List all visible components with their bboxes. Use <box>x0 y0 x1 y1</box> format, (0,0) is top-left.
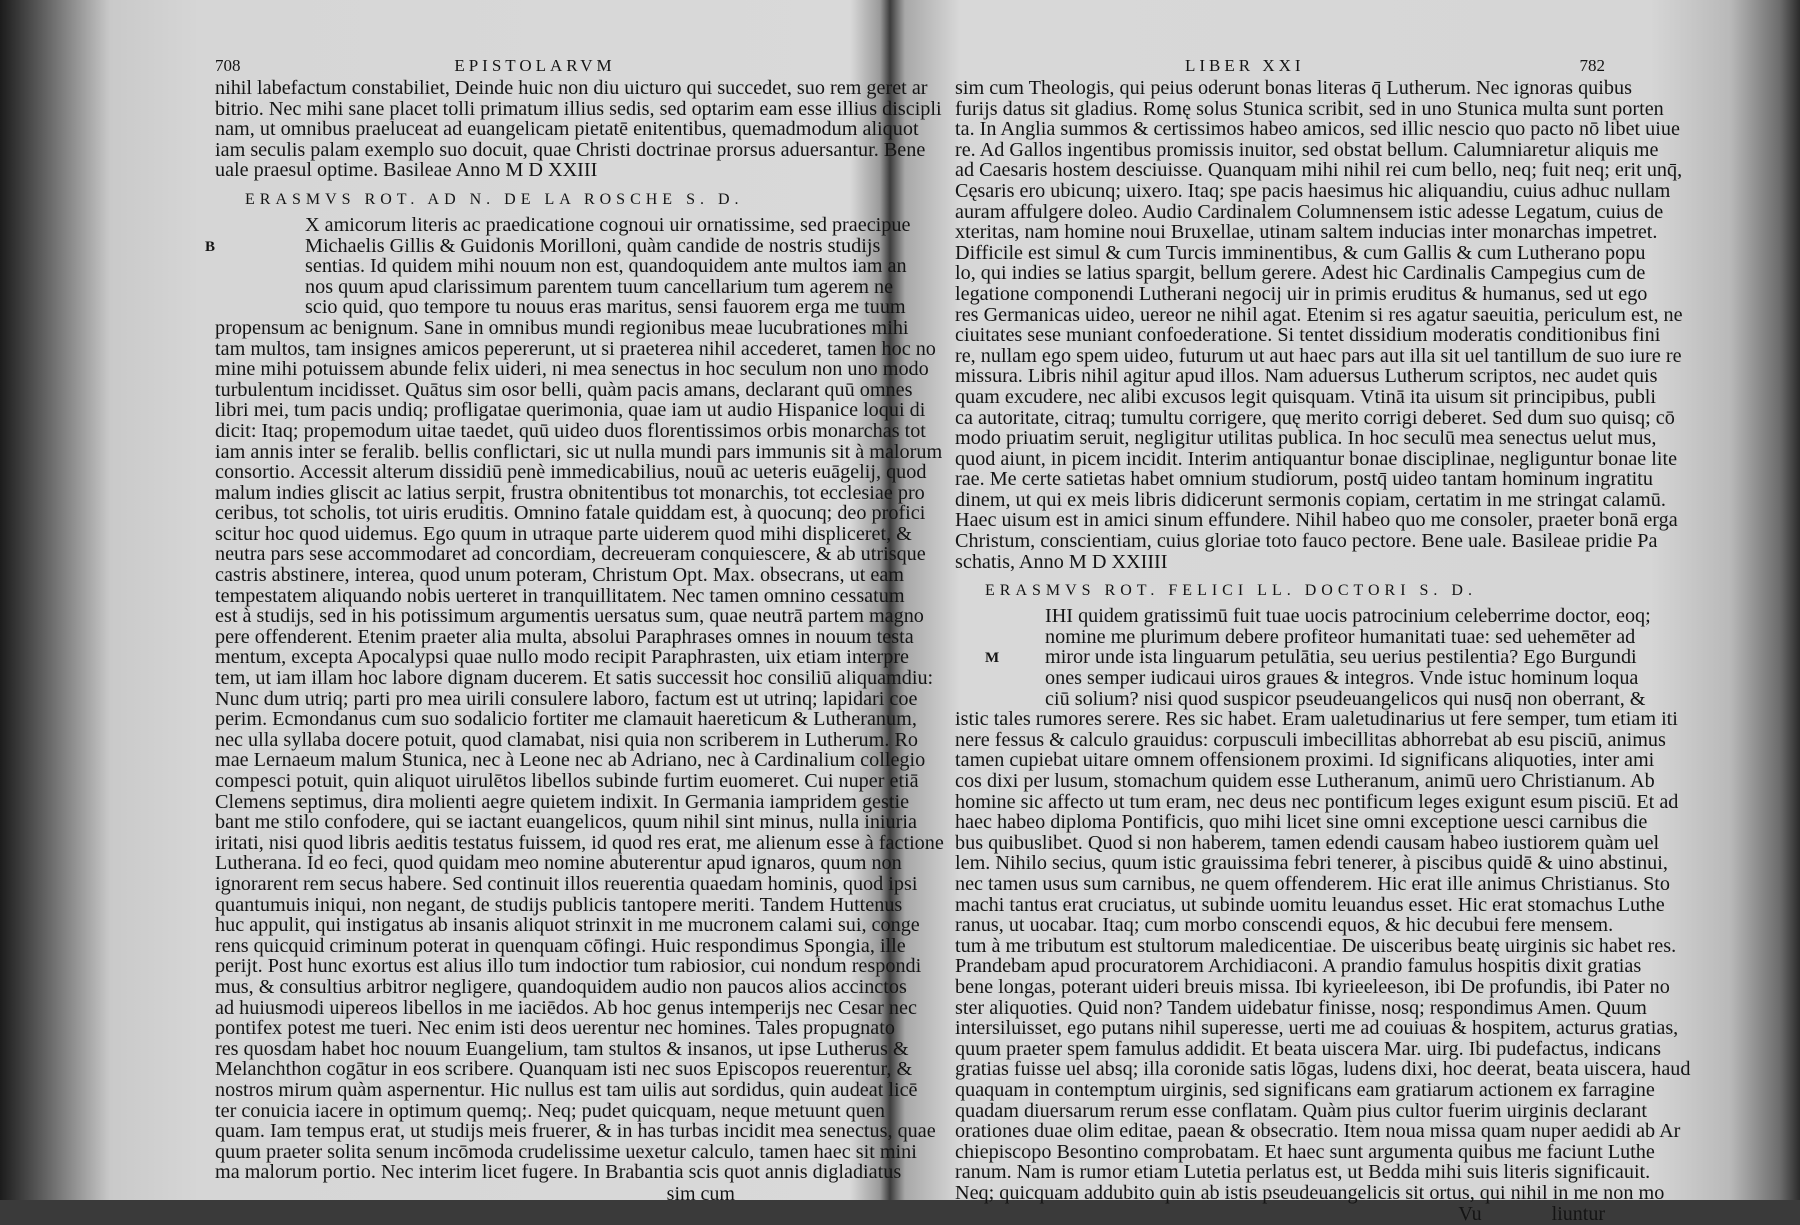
text-line: bitrio. Nec mihi sane placet tolli primatum illius sedis, sed optarim eam esse illius discipli <box>215 97 942 120</box>
text-line: tempestatem aliquando nobis uerteret in tranquillitatem. Nec tamen omnino cessatum <box>215 584 905 607</box>
right-catchword-right: liuntur <box>1551 1203 1605 1225</box>
text-line: nec tamen usus sum carnibus, ne quem offenderem. Hic erat ille animus Christianus. Sto <box>955 872 1670 895</box>
text-line: turbulentum incidisset. Quātus sim osor belli, quàm pacis amans, declarant quū omnes <box>215 378 913 401</box>
text-line: Clemens septimus, dira molienti aegre quietem indixit. In Germania iampridem gestie <box>215 790 910 813</box>
text-line: nam, ut omnibus praeluceat ad euangelicam pietatē enitentibus, quemadmodum aliquot <box>215 118 919 141</box>
text-line: nec ulla syllaba docere potuit, quod clamabat, nisi quia non scriberem in Lutherum. Ro <box>215 728 919 751</box>
text-line: compesci potuit, quin aliquot uirulētos libellos subinde furtim euomeret. Cui nuper etiā <box>215 770 919 792</box>
text-line: ad Caesaris hostem desciuisse. Quanquam mihi nihil rei cum bello, neq; fuit neq; erit unq̄, <box>955 159 1683 182</box>
text-line: dicit: Itaq; propemodum uitae taedet, quū uideo duos florentissimos orbis monarchas tot <box>215 419 926 442</box>
text-line: rae. Me certe satietas habet omnium studiorum, postq̄ uideo tantam hominum ingratitu <box>955 468 1653 491</box>
text-line: res Germanicas uideo, uereor ne nihil agat. Etenim si res agatur saeuitia, periculum est, ne <box>955 303 1683 326</box>
text-line: schatis, Anno M D XXIIII <box>955 550 1168 573</box>
right-text-top <box>955 77 1683 573</box>
text-line: quam. Iam tempus erat, ut studijs meis fruerer, & in has turbas incidit mea senectus, quae <box>215 1120 936 1143</box>
text-line: est à studijs, sed in his potissimum argumentis uersatus sum, quae neutrā partem magno <box>215 605 924 628</box>
text-line: quod aiunt, in picem incidit. Interim antiquantur bonae disciplinae, negliguntur bonae lite <box>955 447 1678 470</box>
text-line: miror unde ista linguarum petulātia, seu uerius pestilentia? Ego Burgundi <box>1045 646 1637 669</box>
text-line: re, nullam ego spem uideo, futurum ut aut haec pars aut illa sit uel tantillum de suo iure re <box>955 344 1682 367</box>
text-line: ca autoritate, citraq; tumultu corrigere, quę merito corrigi deberet. Sed dum suo quisq; cō <box>955 406 1675 429</box>
left-page <box>205 50 944 1205</box>
text-line: ta. In Anglia summos & certissimos habeo amicos, sed illic nescio quo pacto nō libet uiue <box>955 118 1680 141</box>
text-line: nere fessus & calculo grauidus: corpusculi imbecillitas abhorrebat ab esu pisciū, animus <box>955 728 1666 751</box>
text-line: xteritas, nam homine noui Bruxellae, utinam saltem inducias inter monarchas impetret. <box>955 221 1658 244</box>
text-line: iam annis inter se feralib. bellis conflictari, sic ut nulla mundi pars immunis sit à malorum <box>215 440 943 463</box>
text-line: intersiluisset, ego putans nihil superesse, uerti me ad couiuas & hospitem, acturus gratias, <box>955 1017 1679 1040</box>
right-catchwords <box>955 1203 1605 1225</box>
text-line: machi tantus erat cruciatus, ut subinde uomitu leuandus esset. Hic erat stomachus Luthe <box>955 893 1665 916</box>
text-line: lo, qui indies se latius spargit, bellum gerere. Adest hic Cardinalis Campegius cum de <box>955 262 1646 285</box>
right-running-head <box>955 50 1605 78</box>
text-line: Cęsaris ero ubicunq; uixero. Itaq; spe pacis haesimus hic aliquandiu, cuius adhuc nullam <box>955 179 1671 202</box>
text-line: Haec uisum est in amici sinum effundere. Nihil habeo quo me consoler, praeter bonā erga <box>955 509 1678 532</box>
text-line: mentum, excepta Apocalypsi quae nullo modo recipit Paraphrasten, uix etiam interpre <box>215 646 910 669</box>
text-line: ma malorum portio. Nec interim licet fugere. In Brabantia scis quot annis digladiatus <box>215 1161 902 1184</box>
text-line: tem, ut iam illam hoc labore dignam ducerem. Et satis successit hoc consiliū aliquamdiu: <box>215 667 934 690</box>
text-line: nomine me plurimum debere profiteor humanitati tuae: sed uehemēter ad <box>1045 625 1636 648</box>
right-marginal-note: M <box>985 650 1000 667</box>
text-line: Melanchthon cogātur in eos scribere. Quanquam isti nec suos Episcopos reuerentur, & <box>215 1058 913 1081</box>
text-line: cos dixi per lusum, stomachum quidem esse Lutheranum, animū uero Christianum. Ab <box>955 770 1655 792</box>
text-line: X amicorum literis ac praedicatione cognoui uir ornatissime, sed praecipue <box>305 213 911 236</box>
text-line: ter conuicia iacere in optimum quemq;. Neq; pudet quicquam, neque metuunt quen <box>215 1099 885 1122</box>
text-line: lem. Nihilo secius, quum istic grauissima febri tenerer, à piscibus quidē & uino abstinui, <box>955 852 1668 875</box>
text-line: orationes duae olim editae, paean & obsecratio. Item noua missa quam nuper aedidi ab Ar <box>955 1120 1681 1143</box>
text-line: istic tales rumores serere. Res sic habet. Eram ualetudinarius ut fere semper, tum etiam iti <box>955 708 1678 731</box>
text-line: quum praeter solita senum incōmoda crudelissime uexetur calculo, tamen haec sit mini <box>215 1140 917 1163</box>
text-line: quadam diuersarum rerum esse conflatam. Quàm pius cultor fuerim uirginis declarant <box>955 1099 1647 1122</box>
text-line: Neq; quicquam addubito quin ab istis pseudeuangelicis sit ortus, qui nihil in me non mo <box>955 1181 1665 1204</box>
text-line: mus, & consultius arbitror negligere, quandoquidem audio non paucos alios accinctos <box>215 975 907 998</box>
text-line: perijt. Post hunc exortus est alius illo tum indoctior tum rabiosior, cui nondum respondi <box>215 955 922 978</box>
right-page <box>955 50 1691 1225</box>
text-line: quam excudere, nec alibi excusos legit quisquam. Vtinā ita uisum sit principibus, publi <box>955 385 1657 408</box>
text-line: perim. Ecmondanus cum suo sodalicio fortiter me clamauit haereticum & Lutheranum, <box>215 708 917 731</box>
text-line: dinem, ut qui ex meis libris didicerunt sermonis copiam, certatim in me stringat calamū. <box>955 488 1666 511</box>
right-text-indented <box>955 605 1651 710</box>
left-page-number: 708 <box>215 56 241 75</box>
text-line: nostros mirum quàm aspernentur. Hic nullus est tam uilis aut sordidus, quin audeat licē <box>215 1078 918 1101</box>
left-letter-heading: ERASMVS ROT. AD N. DE LA ROSCHE S. D. <box>245 190 744 208</box>
left-text-top <box>215 77 942 182</box>
text-line: ceribus, tot scholis, tot uiris eruditis. Omnino fatale quiddam est, à quocunq; deo profici <box>215 502 926 525</box>
text-line: sim cum Theologis, qui peius oderunt bonas literas q̄ Lutherum. Nec ignoras quibus <box>955 77 1632 99</box>
text-line: ones semper iudicaui uiros graues & integros. Vnde istuc hominum loqua <box>1045 667 1639 690</box>
left-catchword: sim cum <box>666 1182 735 1205</box>
text-line: bant me stilo confodere, qui se iactant euangelicos, quum nihil sint minus, nulla iniuria <box>215 811 917 834</box>
text-line: castris abstinere, interea, quod unum poteram, Christum Opt. Max. obsecrans, ut eam <box>215 564 905 587</box>
text-line: huc appulit, qui instigatus ab insanis aliquot strinxit in me mucronem calami sui, conge <box>215 914 920 937</box>
text-line: gratias fuisse uel absq; illa coronide satis lōgas, ludens dixi, hoc deerat, beata uiscera, haud <box>955 1058 1691 1081</box>
text-line: uale praesul optime. Basileae Anno M D XXIII <box>215 159 598 182</box>
text-line: quaquam in contemptum uirginis, sed significans eam gratiarum actionem ex farragine <box>955 1078 1655 1101</box>
text-line: modo priuatim seruit, negligitur utilitas publica. In hoc seculū mea senectus uelut mus, <box>955 427 1657 450</box>
text-line: Christum, conscientiam, cuius gloriae toto fauco pectore. Bene uale. Basileae pridie Pa <box>955 530 1658 553</box>
right-letter-heading: ERASMVS ROT. FELICI LL. DOCTORI S. D. <box>985 582 1477 600</box>
text-line: malum indies gliscit ac latius serpit, frustra obnitentibus tot monarchis, tot ecclesiae pro <box>215 481 925 504</box>
left-marginal-note: B <box>205 238 216 255</box>
text-line: pere offenderent. Etenim praeter alia multa, absolui Paraphrases omnes in nouum testa <box>215 625 914 648</box>
text-line: tam multos, tam insignes amicos pepererunt, ut si praeterea nihil accederet, tamen hoc no <box>215 337 936 360</box>
text-line: Nunc dum utriq; parti pro mea uirili consulere laboro, factum est ut utrinq; lapidari coe <box>215 687 918 710</box>
text-line: mae Lernaeum malum Stunica, nec à Leone nec ab Adriano, nec à Cardinalium collegio <box>215 749 926 772</box>
right-opening-block <box>955 605 1651 710</box>
text-line: chiepiscopo Besontino comprobatam. Et haec sunt argumenta quibus me faciunt Luthe <box>955 1140 1655 1163</box>
right-page-number: 782 <box>1579 56 1605 75</box>
text-line: scio quid, quo tempore tu nouus eras maritus, sensi fauorem erga me tuum <box>305 296 906 319</box>
text-line: legatione componendi Lutherani negocij uir in primis eruditus & humanus, sed ut ego <box>955 282 1648 305</box>
text-line: neutra pars sese accommodaret ad concordiam, decreueram conquiescere, & ab utrisque <box>215 543 926 566</box>
text-line: ranus, ut uocabar. Itaq; cum morbo conscendi equos, & hic decubui fere mensem. <box>955 914 1614 937</box>
text-line: ad huiusmodi uipereos libellos in me iaciēdos. Ab hoc genus intemperijs nec Cesar nec <box>215 996 917 1019</box>
left-running-head <box>215 50 855 78</box>
right-running-title: LIBER XXI <box>1185 56 1305 75</box>
text-line: quantumuis iniqui, non negant, de studijs publicis tantopere meriti. Tandem Huttenus <box>215 893 903 916</box>
left-text-indented <box>215 213 911 319</box>
left-running-title: EPISTOLARVM <box>454 56 616 75</box>
text-line: auram affulgere doleo. Audio Cardinalem Columnensem istic adesse Legatum, cuius de <box>955 200 1664 223</box>
text-line: re. Ad Gallos ingentibus promissis inuitor, sed obstat bellum. Calumniaretur aliquis me <box>955 138 1659 161</box>
text-line: bus quibuslibet. Quod si non haberem, tamen edendi causam habeo iustiorem quàm uel <box>955 831 1660 854</box>
right-text-body <box>955 708 1691 1204</box>
text-line: Difficile est simul & cum Turcis imminentibus, & cum Gallis & cum Lutherano popu <box>955 241 1646 264</box>
text-line: bene longas, poterant uideri breuis missa. Ibi kyrieeleeson, ibi De profundis, ibi Pater no <box>955 975 1670 998</box>
text-line: pontifex potest me tueri. Nec enim isti deos uerentur nec homines. Tales propugnato <box>215 1017 895 1040</box>
text-line: Michaelis Gillis & Guidonis Morilloni, quàm candide de nostris studijs <box>305 234 881 257</box>
text-line: missura. Libris nihil agitur apud illos. Nam aduersus Lutherum scriptos, nec audet quis <box>955 365 1658 388</box>
text-line: ciū solium? nisi quod suspicor pseudeuangelicos qui nusq̄ non oberrant, & <box>1045 687 1646 710</box>
text-line: scitur hoc quod uidemus. Ego quum in utraque parte uiderem quod mihi displiceret, & <box>215 522 912 545</box>
text-line: IHI quidem gratissimū fuit tuae uocis patrocinium celeberrime doctor, eoq; <box>1045 605 1651 628</box>
left-text-body <box>215 316 944 1184</box>
text-line: ciuitates sese muniant confoederatione. Si tentet dissidium moderatis conditionibus fini <box>955 324 1661 347</box>
text-line: homine sic affecto ut tum eram, nec deus nec pontificum leges exigunt esum pisciū. Et ad <box>955 790 1679 813</box>
text-line: iritati, nisi quod libris aeditis testatus fuissem, id quod res erat, me alienum esse à factione <box>215 831 944 854</box>
text-line: nos quum apud clarissimum parentem tuum cancellarium tum agerem ne <box>305 275 894 298</box>
text-line: mine mihi potuissem abunde felix uideri, ni mea senectus in hoc seculum non uno modo <box>215 358 929 381</box>
text-line: tamen cupiebat uitare omnem offensionem proximi. Id significans aliquoties, inter ami <box>955 749 1655 772</box>
text-line: furijs datus sit gladius. Romę solus Stunica scribit, sed in uno Stunica multa sunt porten <box>955 97 1664 120</box>
text-line: tum à me tributum est stultorum maledicentiae. De uisceribus beatę uirginis sic habet res. <box>955 934 1677 957</box>
text-line: Prandebam apud procuratorem Archidiaconi. A prandio famulus hospitis dixit gratias <box>955 955 1642 978</box>
text-line: quum praeter spem famulus addidit. Et beata uiscera Mar. uirg. Ibi pudefactus, indicans <box>955 1037 1661 1060</box>
text-line: res quosdam habet hoc nouum Euangelium, tam stultos & insanos, ut ipse Lutherus & <box>215 1037 909 1060</box>
text-line: ster aliquoties. Quid non? Tandem uidebatur finisse, nosq; respondimus Amen. Quum <box>955 996 1647 1019</box>
text-line: nihil labefactum constabiliet, Deinde huic non diu uicturo qui succedet, suo rem geret ar <box>215 77 928 99</box>
text-line: iam seculis palam exemplo suo docuit, quae Christi doctrinae prorsus aduersantur. Bene <box>215 138 926 161</box>
text-line: rens quicquid criminum poterat in quenquam cōfingi. Huic respondimus Spongia, ille <box>215 934 906 957</box>
text-line: Lutherana. Id eo feci, quod quidam meo nomine abuterentur apud ignaros, quum non <box>215 852 902 875</box>
right-catchword-left: Vu <box>1458 1203 1482 1225</box>
text-line: consortio. Accessit alterum dissidiū penè immedicabilius, nouū ac ueteris euāgelij, quod <box>215 461 927 484</box>
text-line: libri mei, tum pacis undiq; profligatae querimonia, quae iam ut audio Hispanice loqui di <box>215 399 926 422</box>
text-line: ranum. Nam is rumor etiam Lutetia perlatus est, ut Bedda mihi suis literis significauit. <box>955 1161 1651 1184</box>
left-opening-block <box>205 213 911 319</box>
text-line: haec habeo diploma Pontificis, quo mihi licet sine omni exceptione uesci carnibus die <box>955 811 1648 834</box>
text-line: propensum ac benignum. Sane in omnibus mundi regionibus meae lucubrationes mihi <box>215 316 909 339</box>
text-line: sentias. Id quidem mihi nouum non est, quandoquidem ante multos iam an <box>305 255 907 278</box>
text-line: ignorarent rem secus habere. Sed continuit illos reuerentia quaedam hominis, quod ipsi <box>215 872 918 895</box>
